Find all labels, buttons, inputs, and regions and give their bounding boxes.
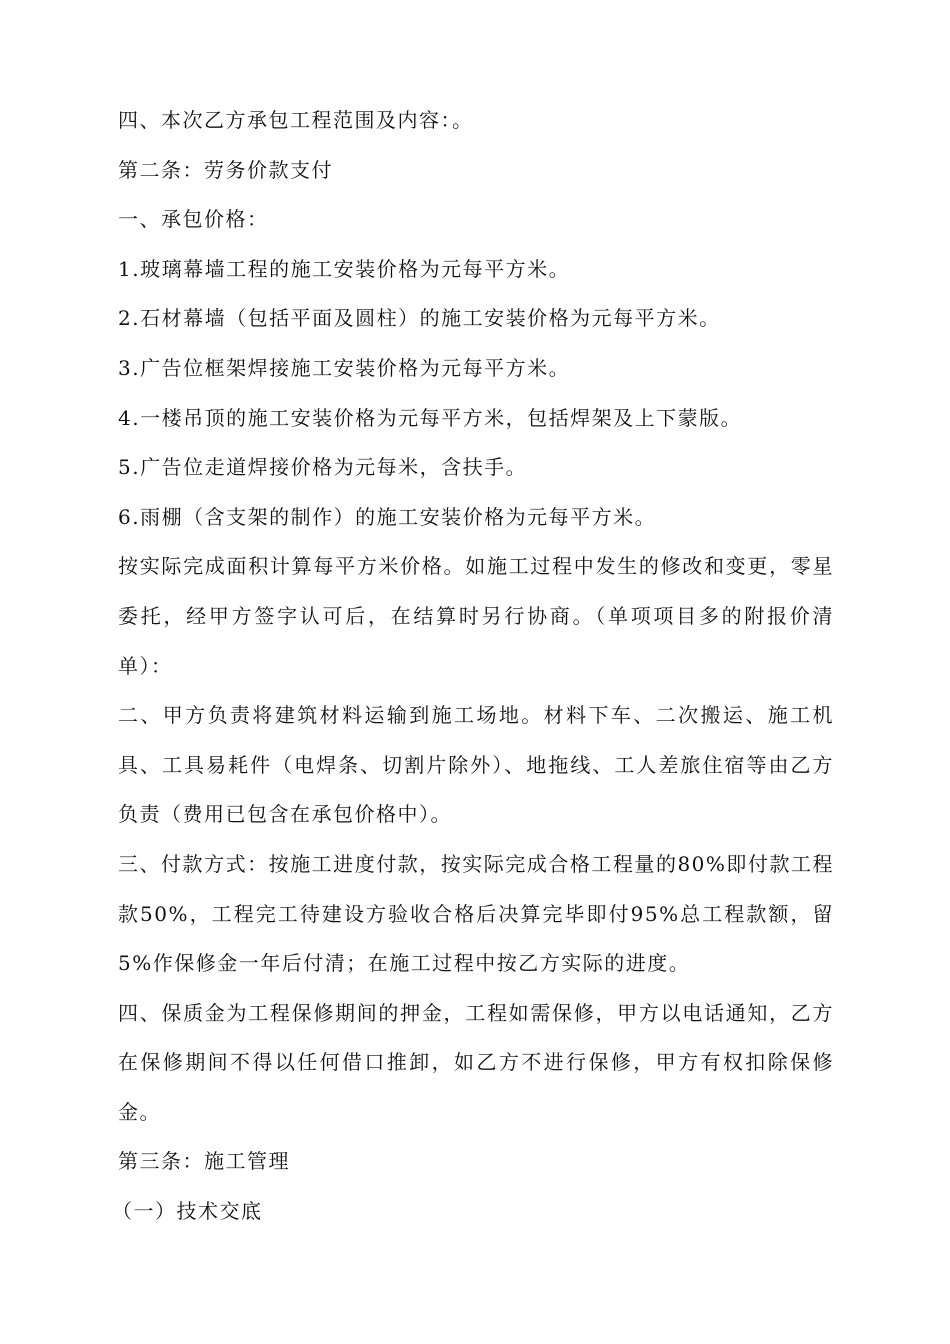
area-calculation-paragraph: 按实际完成面积计算每平方米价格。如施工过程中发生的修改和变更，零星委托，经甲方签字认可后，在结算时另行协商。（单项项目多的附报价清单）：	[118, 554, 834, 678]
price-item-3: 3.广告位框架焊接施工安装价格为元每平方米。	[118, 355, 571, 380]
material-transport-paragraph: 二、甲方负责将建筑材料运输到施工场地。材料下车、二次搬运、施工机具、工具易耗件（电焊条、切割片除外）、地拖线、工人差旅住宿等由乙方负责（费用已包含在承包价格中）。	[118, 703, 834, 827]
price-item-5: 5.广告位走道焊接价格为元每米，含扶手。	[118, 455, 528, 480]
price-item-1: 1.玻璃幕墙工程的施工安装价格为元每平方米。	[118, 256, 571, 281]
contract-price-heading: 一、承包价格：	[118, 207, 269, 232]
document-body	[112, 96, 834, 1237]
section-scope-paragraph: 四、本次乙方承包工程范围及内容：。	[118, 108, 474, 132]
price-item-2: 2.石材幕墙（包括平面及圆柱）的施工安装价格为元每平方米。	[118, 306, 721, 331]
payment-method-paragraph: 三、付款方式：按施工进度付款，按实际完成合格工程量的80%即付款工程款50%，工程完工待建设方验收合格后决算完毕即付95%总工程款额，留5%作保修金一年后付清；在施工过程中按乙方实际的进度。	[118, 851, 834, 976]
article-two-heading: 第二条：劳务价款支付	[118, 157, 333, 182]
price-item-4: 4.一楼吊顶的施工安装价格为元每平方米，包括焊架及上下蒙版。	[118, 405, 743, 430]
article-three-heading: 第三条：施工管理	[118, 1149, 290, 1174]
technical-briefing-heading: （一）技术交底	[112, 1199, 263, 1224]
warranty-deposit-paragraph: 四、保质金为工程保修期间的押金，工程如需保修，甲方以电话通知，乙方在保修期间不得以任何借口推卸，如乙方不进行保修，甲方有权扣除保修金。	[118, 1000, 834, 1124]
price-item-6: 6.雨棚（含支架的制作）的施工安装价格为元每平方米。	[118, 504, 657, 529]
